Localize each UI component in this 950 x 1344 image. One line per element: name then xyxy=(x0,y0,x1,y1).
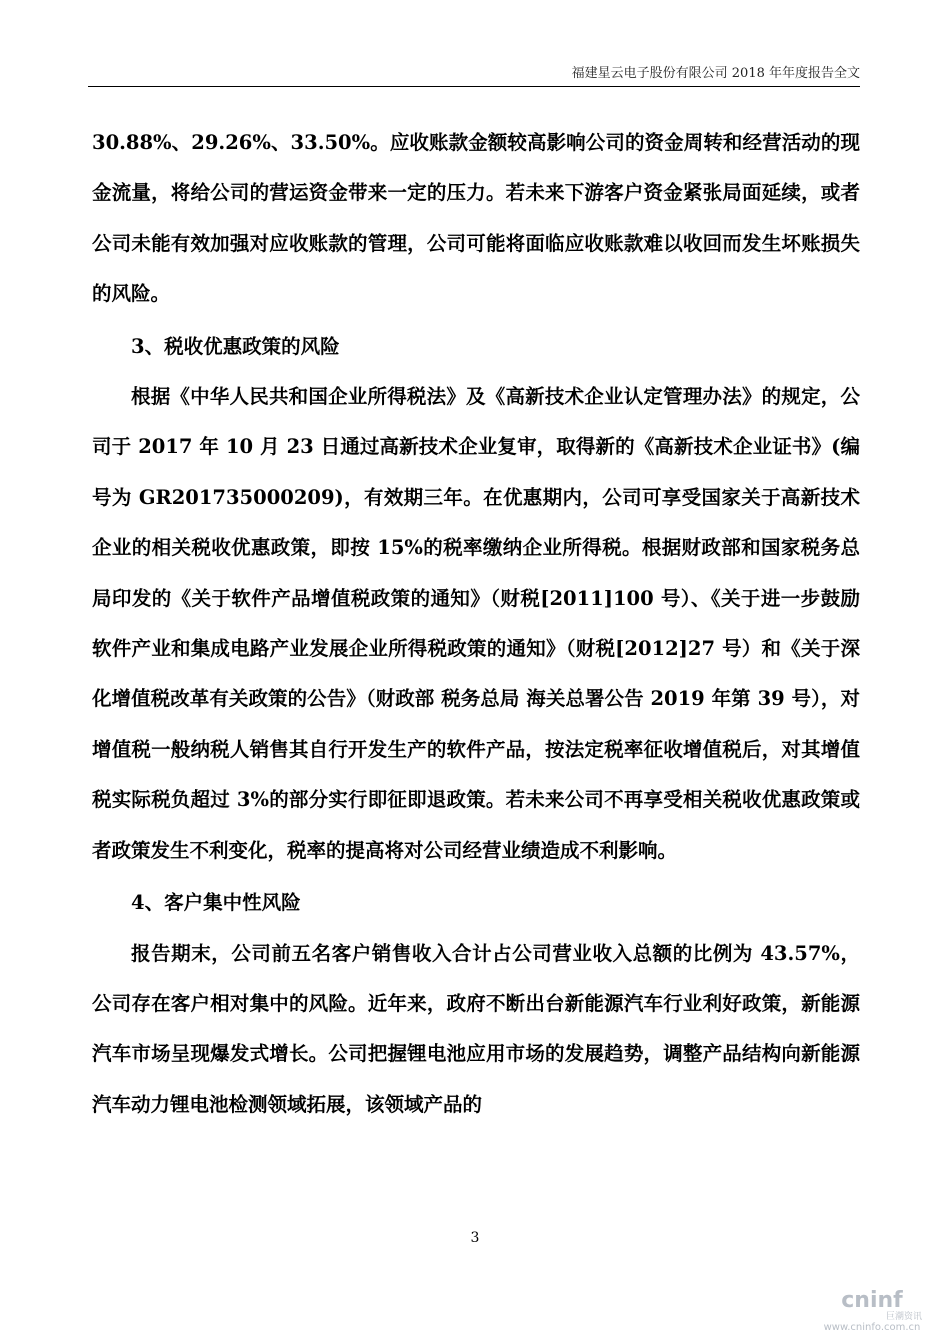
watermark-chinese: 巨潮资讯 xyxy=(885,1312,922,1322)
section-heading-tax-policy-risk: 3、税收优惠政策的风险 xyxy=(131,334,340,358)
paragraph-receivables-risk: 30.88%、29.26%、33.50%。应收账款金额较高影响公司的资金周转和经营活动的现金流量，将给公司的营运资金带来一定的压力。若未来下游客户资金紧张局面延续，或者公司未能有效加强对应收账款的管理，公司可能将面临应收账款难以收回而发生坏账损失的风险。 xyxy=(92,131,860,306)
page-header: 福建星云电子股份有限公司 2018 年年度报告全文 xyxy=(571,66,860,81)
watermark-logo: cninf xyxy=(841,1288,903,1313)
header-divider xyxy=(88,86,860,87)
section-heading-customer-concentration: 4、客户集中性风险 xyxy=(131,891,301,915)
document-body xyxy=(92,118,860,1130)
cninfo-watermark xyxy=(816,1290,928,1334)
paragraph-customer-concentration: 报告期末，公司前五名客户销售收入合计占公司营业收入总额的比例为 43.57%，公司存在客户相对集中的风险。近年来，政府不断出台新能源汽车行业利好政策，新能源汽车市场呈现爆发式增长。公司把握锂电池应用市场的发展趋势，调整产品结构向新能源汽车动力锂电池检测领域拓展，该领域产品的 xyxy=(92,941,860,1116)
page-number: 3 xyxy=(470,1230,480,1246)
paragraph-tax-policy: 根据《中华人民共和国企业所得税法》及《高新技术企业认定管理办法》的规定，公司于 2017 年 10 月 23 日通过高新技术企业复审，取得新的《高新技术企业证书》(编号为 GR201735000209)，有效期三年。在优惠期内，公司可享受国家关于高新技术企业的相关税收优惠政策，即按 15%的税率缴纳企业所得税。根据财政部和国家税务总局印发的《关于软件产品增值税政策的通知》（财税[2011]100 号）、《关于进一步鼓励软件产业和集成电路产业发展企业所得税政策的通知》（财税[2012]27 号）和《关于深化增值税改革有关政策的公告》（财政部 税务总局 海关总署公告 2019 年第 39 号），对增值税一般纳税人销售其自行开发生产的软件产品，按法定税率征收增值税后，对其增值税实际税负超过 3%的部分实行即征即退政策。若未来公司不再享受相关税收优惠政策或者政策发生不利变化，税率的提高将对公司经营业绩造成不利影响。 xyxy=(92,385,860,862)
watermark-url: www.cninfo.com.cn xyxy=(823,1322,921,1333)
